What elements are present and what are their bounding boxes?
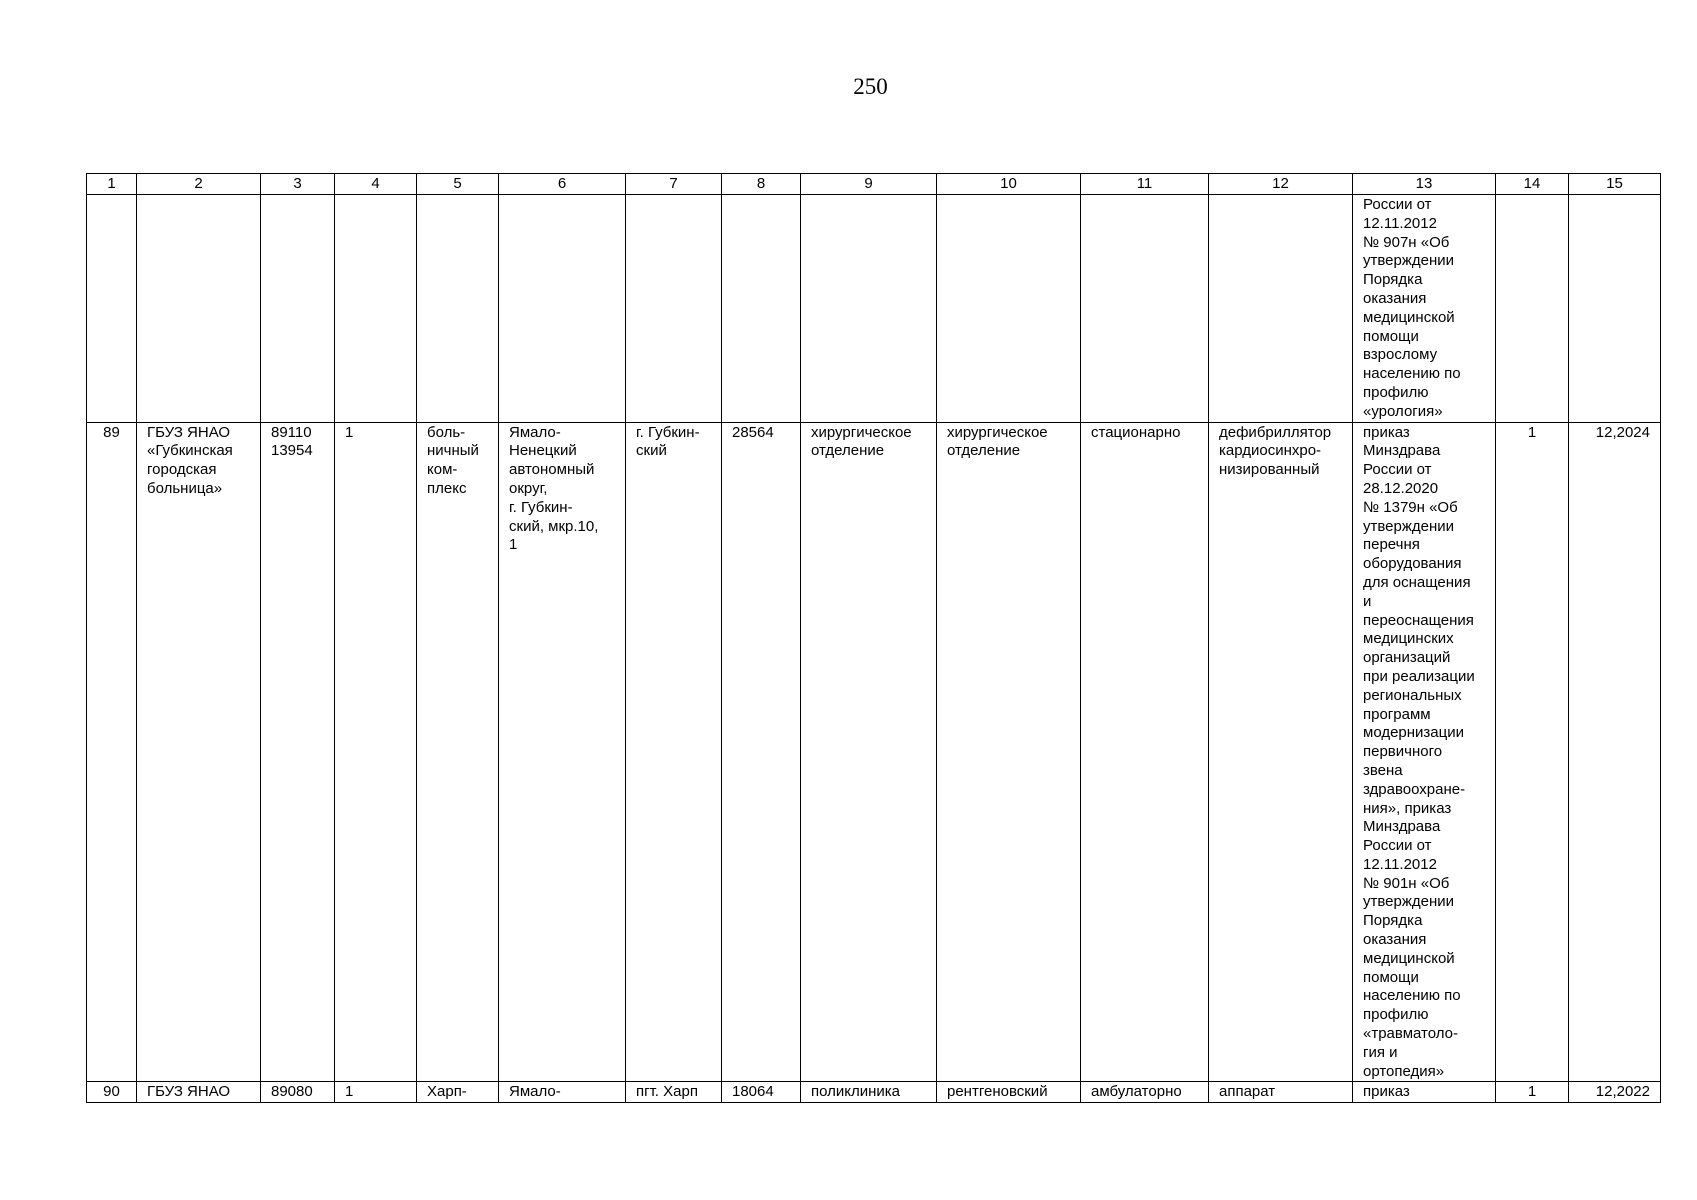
table-cell (801, 195, 937, 423)
address-cell: Ямало- (499, 1082, 626, 1103)
unit-cell: хирургическое отделение (801, 422, 937, 1082)
quantity-cell: 1 (1496, 1082, 1569, 1103)
table-cell (499, 195, 626, 423)
table-cell (1496, 195, 1569, 423)
column-header: 4 (335, 174, 417, 195)
row-number-cell: 89 (87, 422, 137, 1082)
date-cell: 12,2022 (1569, 1082, 1661, 1103)
table-cell (417, 195, 499, 423)
count-cell: 1 (335, 422, 417, 1082)
column-header: 3 (261, 174, 335, 195)
column-header: 11 (1081, 174, 1209, 195)
table-row (87, 422, 1661, 1082)
equipment-cell: дефибриллятор кардиосинхро- низированный (1209, 422, 1353, 1082)
object-type-cell: боль- ничный ком- плекс (417, 422, 499, 1082)
column-header: 15 (1569, 174, 1661, 195)
table-cell (626, 195, 722, 423)
column-header: 5 (417, 174, 499, 195)
address-cell: Ямало- Ненецкий автономный округ, г. Губкин- ский, мкр.10, 1 (499, 422, 626, 1082)
table-cell (937, 195, 1081, 423)
column-header: 9 (801, 174, 937, 195)
care-mode-cell: амбулаторно (1081, 1082, 1209, 1103)
column-header: 1 (87, 174, 137, 195)
table-cell (722, 195, 801, 423)
organization-cell: ГБУЗ ЯНАО «Губкинская городская больница» (137, 422, 261, 1082)
table-cell (1081, 195, 1209, 423)
column-header: 6 (499, 174, 626, 195)
code-cell: 89110 13954 (261, 422, 335, 1082)
page-number: 250 (853, 74, 888, 99)
care-mode-cell: стационарно (1081, 422, 1209, 1082)
column-number-row (87, 174, 1661, 195)
column-header: 13 (1353, 174, 1496, 195)
column-header: 8 (722, 174, 801, 195)
department-cell: рентгеновский (937, 1082, 1081, 1103)
quantity-cell: 1 (1496, 422, 1569, 1082)
population-cell: 28564 (722, 422, 801, 1082)
table-cell (261, 195, 335, 423)
population-cell: 18064 (722, 1082, 801, 1103)
column-header: 7 (626, 174, 722, 195)
column-header: 2 (137, 174, 261, 195)
equipment-table (86, 173, 1661, 1103)
column-header: 12 (1209, 174, 1353, 195)
department-cell: хирургическое отделение (937, 422, 1081, 1082)
equipment-cell: аппарат (1209, 1082, 1353, 1103)
table-cell (1569, 195, 1661, 423)
legal-basis-cell: приказ Минздрава России от 28.12.2020 № 1379н «Об утверждении перечня оборудования для оснащения и переоснащения медицинских организаций при реализации региональных программ модернизации первичного звена здравоохране- ния», приказ Минздрава России от 12.11.2012 № 901н «Об утверждении Порядка оказания медицинской помощи населению по профилю «травматоло- гия и ортопедия» (1353, 422, 1496, 1082)
settlement-cell: пгт. Харп (626, 1082, 722, 1103)
object-type-cell: Харп- (417, 1082, 499, 1103)
table-row-continuation (87, 195, 1661, 423)
row-number-cell: 90 (87, 1082, 137, 1103)
table-row (87, 1082, 1661, 1103)
table-cell (137, 195, 261, 423)
table-cell (1209, 195, 1353, 423)
code-cell: 89080 (261, 1082, 335, 1103)
table-cell (87, 195, 137, 423)
unit-cell: поликлиника (801, 1082, 937, 1103)
organization-cell: ГБУЗ ЯНАО (137, 1082, 261, 1103)
table-cell (335, 195, 417, 423)
column-header: 10 (937, 174, 1081, 195)
legal-basis-cell: приказ (1353, 1082, 1496, 1103)
date-cell: 12,2024 (1569, 422, 1661, 1082)
legal-basis-cell: России от 12.11.2012 № 907н «Об утверждении Порядка оказания медицинской помощи взрослому населению по профилю «урология» (1353, 195, 1496, 423)
settlement-cell: г. Губкин- ский (626, 422, 722, 1082)
count-cell: 1 (335, 1082, 417, 1103)
column-header: 14 (1496, 174, 1569, 195)
